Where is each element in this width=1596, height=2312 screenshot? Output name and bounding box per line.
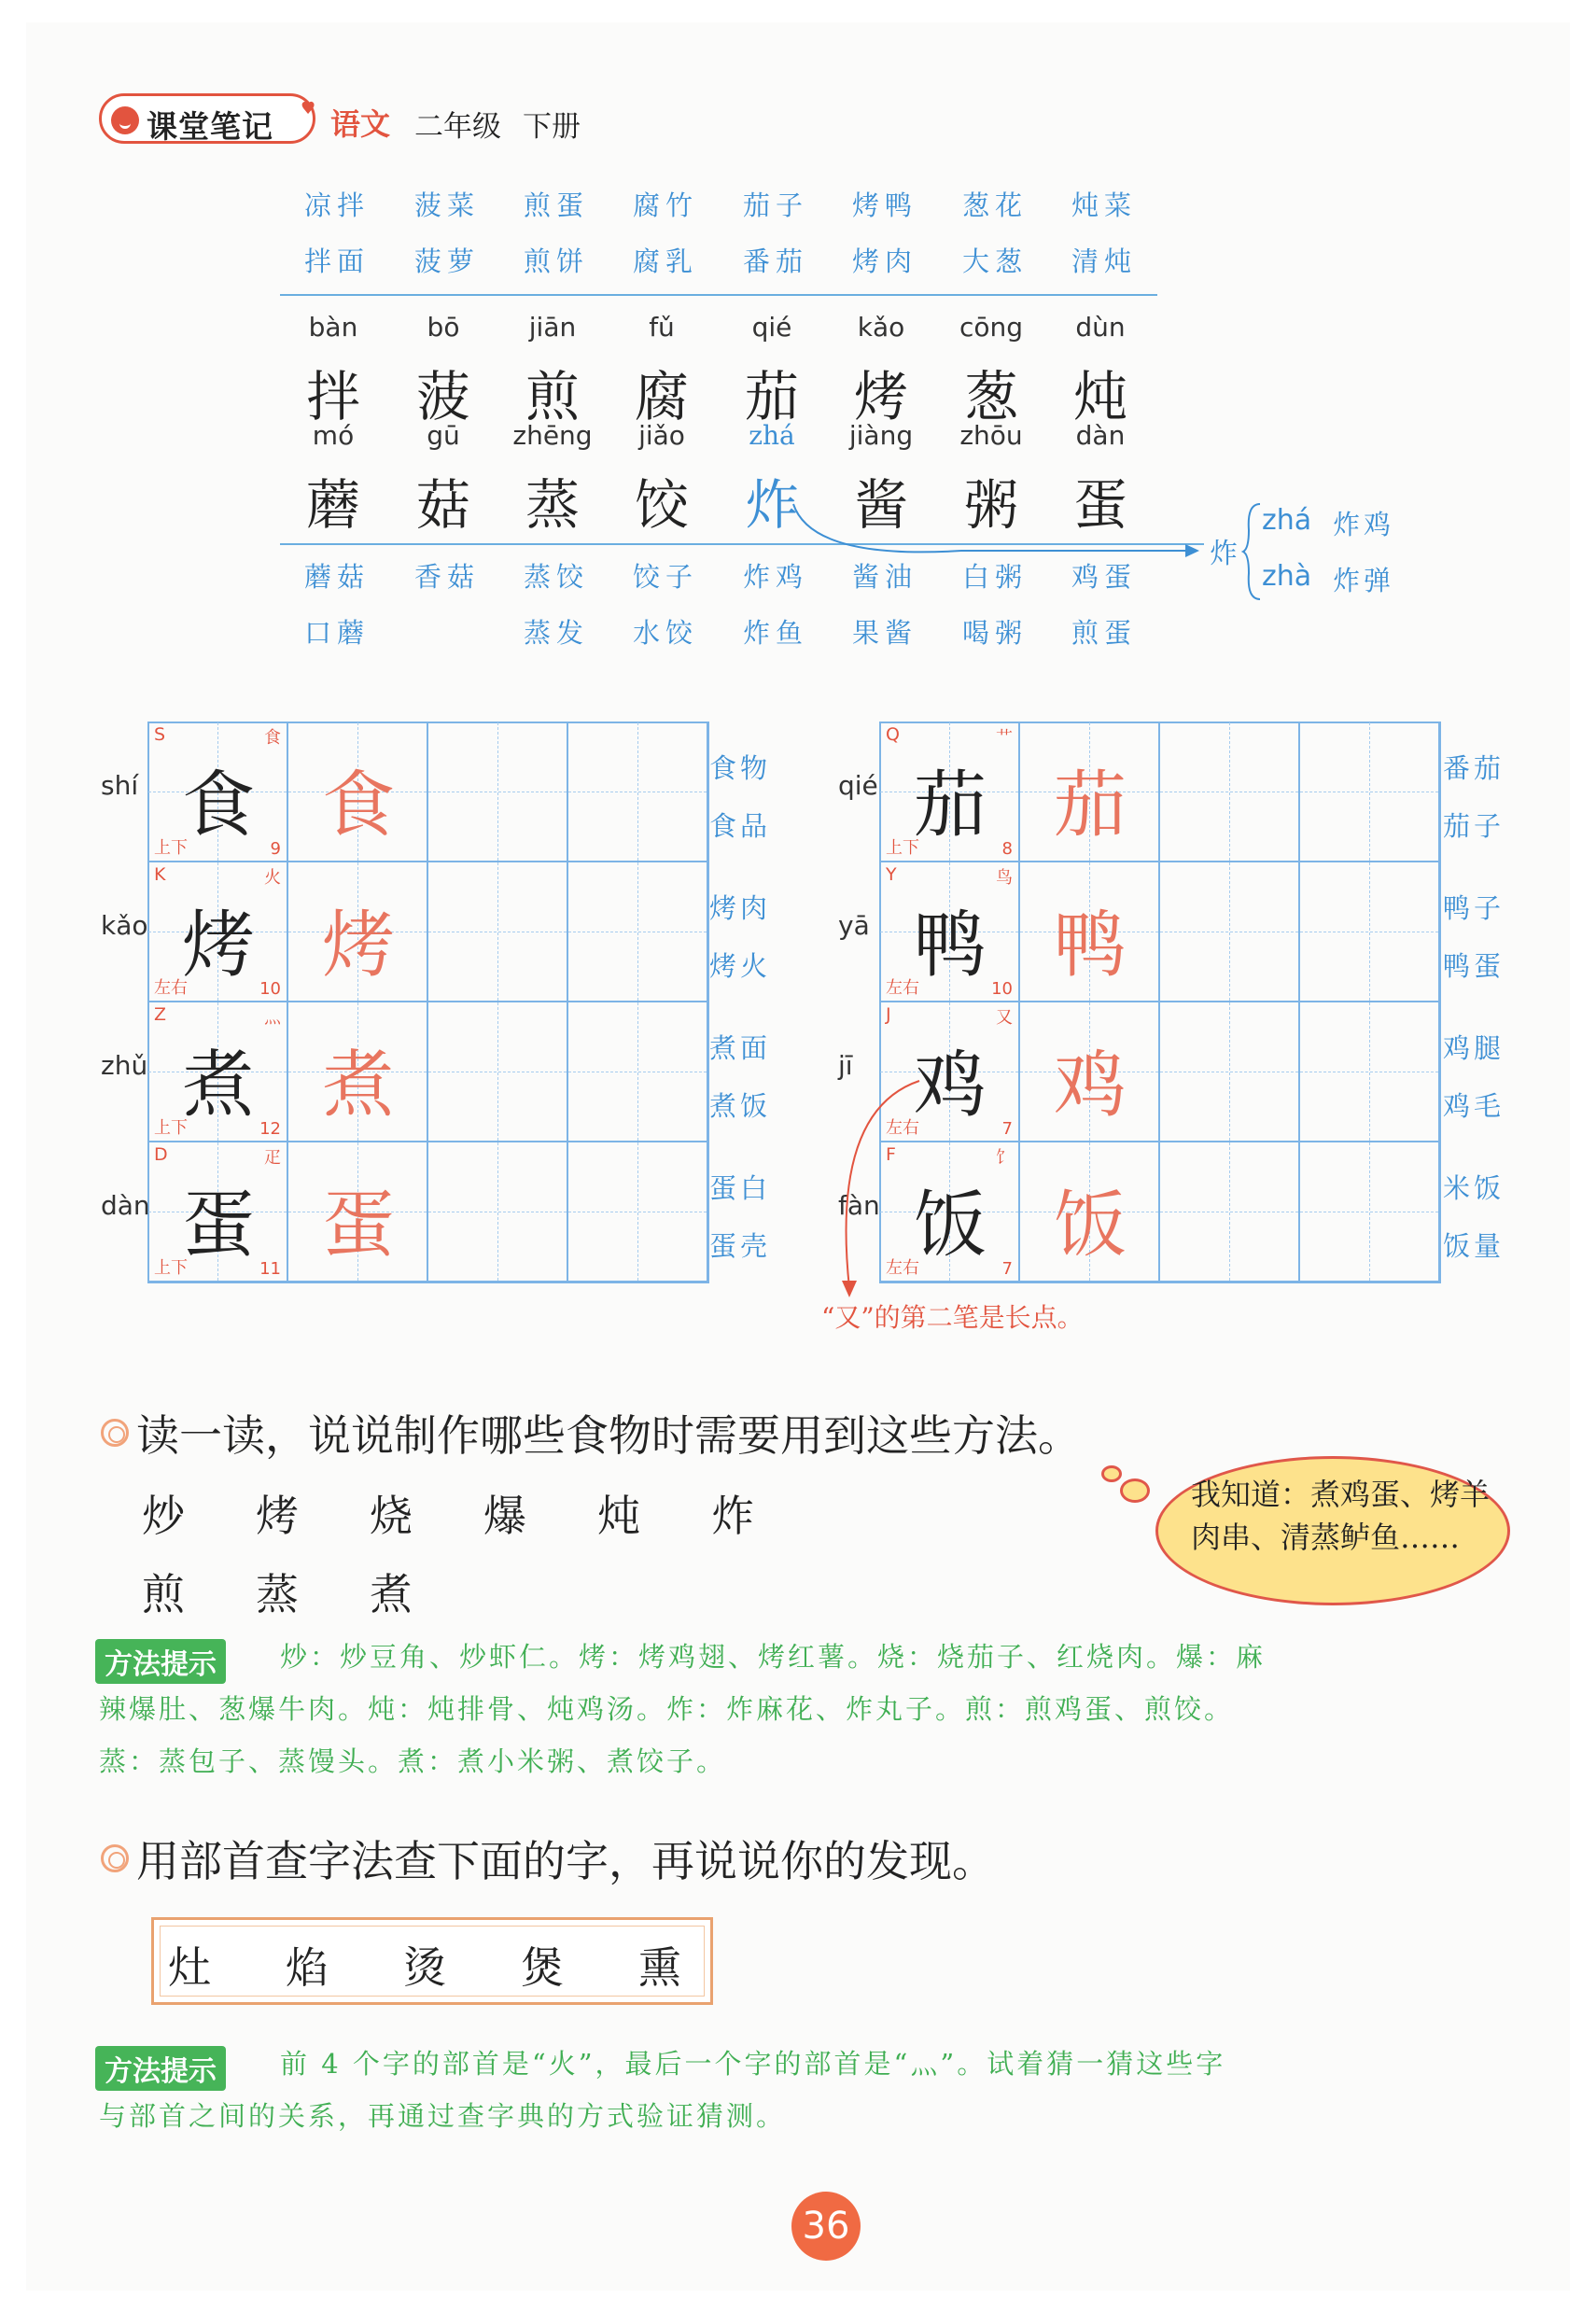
radical-label: 食 (264, 728, 281, 748)
polyphone-char: 炸 (1210, 538, 1238, 570)
radical-label: 火 (264, 868, 281, 888)
grid-cell (1160, 1002, 1300, 1142)
word-item: 清炖 (1071, 245, 1138, 277)
volume-label: 下册 (523, 110, 581, 144)
stroke-count: 11 (259, 1259, 281, 1279)
word-item: 烤肉 (852, 245, 918, 277)
tip1-line2: 辣爆肚、葱爆牛肉。炖：炖排骨、炖鸡汤。炸：炸麻花、炸丸子。煎：煎鸡蛋、煎饺。 (99, 1693, 1235, 1725)
index-letter: F (886, 1144, 896, 1165)
grid-cell (568, 1142, 708, 1282)
index-letter: S (154, 724, 166, 745)
index-letter: J (886, 1004, 891, 1025)
grid-word: 食品 (709, 810, 772, 842)
grid-word: 番茄 (1443, 752, 1505, 784)
grid-pinyin: jī (838, 1050, 853, 1081)
grid-pinyin: zhǔ (101, 1050, 148, 1081)
word-item: 香菇 (414, 561, 481, 593)
table-char: 酱 (853, 473, 908, 537)
grid-cell (288, 722, 428, 862)
model-char: 蛋 (181, 1184, 255, 1268)
word-item: 腐竹 (633, 189, 699, 221)
word-item: 大葱 (962, 245, 1029, 277)
radical-char: 灶 (168, 1942, 211, 1993)
grid-cell (880, 722, 1020, 862)
table-char: 烤 (853, 365, 908, 428)
grid-cell (1300, 722, 1440, 862)
pinyin-label: qié (751, 312, 792, 343)
grid-cell (568, 862, 708, 1002)
word-item: 凉拌 (304, 189, 371, 221)
section2-title-text: 用部首查字法查下面的字，再说说你的发现。 (136, 1836, 995, 1886)
word-item: 鸡蛋 (1071, 561, 1138, 593)
grid-word: 食物 (709, 752, 772, 784)
word-item: 喝粥 (962, 617, 1029, 649)
table-char: 茄 (744, 365, 799, 428)
pinyin-label: zhēng (512, 420, 593, 451)
structure-label: 左右 (886, 1118, 919, 1138)
structure-label: 上下 (154, 1118, 188, 1138)
pinyin-label: fǔ (649, 312, 675, 343)
table-char: 蘑 (305, 473, 360, 537)
word-item: 腐乳 (633, 245, 699, 277)
pinyin-label: jiàng (848, 420, 914, 451)
word-item: 蒸发 (524, 617, 590, 649)
table-char: 蛋 (1072, 473, 1127, 537)
grid-cell (288, 862, 428, 1002)
grid-cell (428, 862, 568, 1002)
pinyin-label: dàn (1075, 420, 1126, 451)
structure-label: 上下 (154, 1258, 188, 1278)
grid-pinyin: shí (101, 770, 139, 801)
table-char: 拌 (305, 365, 360, 428)
word-item: 炸鱼 (743, 617, 809, 649)
trace-char: 煮 (321, 1044, 395, 1128)
word-item: 番茄 (743, 245, 809, 277)
grid-cell (1160, 722, 1300, 862)
grid-cell (1020, 722, 1160, 862)
stroke-count: 10 (259, 979, 281, 999)
grid-pinyin: dàn (101, 1190, 150, 1221)
pinyin-label: zhá (749, 420, 795, 451)
bubble-dot-medium (1120, 1478, 1150, 1503)
stroke-count: 7 (1001, 1119, 1013, 1139)
table-char: 腐 (634, 365, 689, 428)
word-item: 蘑菇 (304, 561, 371, 593)
tip1-badge: 方法提示 (95, 1639, 226, 1684)
stroke-count: 7 (1001, 1259, 1013, 1279)
heart-icon: ♥ (301, 99, 316, 119)
grid-cell (148, 1142, 288, 1282)
word-item: 煎蛋 (1071, 617, 1138, 649)
pinyin-label: cōng (959, 312, 1024, 343)
word-item: 白粥 (962, 561, 1029, 593)
stroke-note-arrow (821, 1073, 924, 1307)
polyphone-brace (1241, 502, 1262, 601)
grid-cell (428, 1002, 568, 1142)
grid-pinyin: fàn (838, 1190, 880, 1221)
bubble-dot-small (1101, 1465, 1122, 1482)
grid-cell (1020, 862, 1160, 1002)
stroke-count: 12 (259, 1119, 281, 1139)
polyphone-py-2: zhà (1262, 560, 1312, 593)
trace-char: 鸡 (1053, 1044, 1127, 1128)
tip1-line3: 蒸：蒸包子、蒸馒头。煮：煮小米粥、煮饺子。 (99, 1745, 727, 1777)
table-char: 炖 (1072, 365, 1127, 428)
index-letter: K (154, 864, 166, 885)
table-char: 菇 (415, 473, 470, 537)
thought-bubble-text: 我知道：煮鸡蛋、烤羊肉串、清蒸鲈鱼…… (1191, 1477, 1491, 1555)
table-char: 煎 (525, 365, 580, 428)
radical-char: 熏 (638, 1942, 681, 1993)
page-number: 36 (791, 2192, 861, 2261)
logo-text: 课堂笔记 (147, 108, 273, 145)
grid-pinyin: qié (838, 770, 878, 801)
polyphone-word-2: 炸弹 (1333, 565, 1395, 596)
word-item: 口蘑 (304, 617, 371, 649)
grid-word: 烤肉 (709, 892, 772, 924)
trace-char: 蛋 (321, 1184, 395, 1268)
model-char: 茄 (913, 764, 987, 848)
method-char: 炒 (142, 1491, 185, 1541)
word-item: 水饺 (633, 617, 699, 649)
grid-cell (1160, 862, 1300, 1002)
word-item: 煎蛋 (524, 189, 590, 221)
grid-word: 鸭蛋 (1443, 950, 1505, 982)
pinyin-label: gū (427, 420, 460, 451)
grid-cell (428, 1142, 568, 1282)
grid-word: 蛋白 (709, 1172, 772, 1204)
polyphone-word-1: 炸鸡 (1333, 509, 1395, 540)
method-char: 煮 (370, 1569, 413, 1619)
word-item: 菠萝 (414, 245, 481, 277)
method-char: 炸 (711, 1491, 754, 1541)
grid-word: 饭量 (1443, 1230, 1505, 1262)
grid-word: 茄子 (1443, 810, 1505, 842)
index-letter: Q (886, 724, 900, 745)
stroke-count: 8 (1001, 839, 1013, 859)
grid-word: 鸡腿 (1443, 1032, 1505, 1064)
grid-word: 煮面 (709, 1032, 772, 1064)
radical-char: 烫 (403, 1942, 446, 1993)
bullet-ring-icon (101, 1419, 129, 1447)
grid-cell (568, 1002, 708, 1142)
grid-cell (288, 1142, 428, 1282)
table-char: 炸 (744, 473, 799, 537)
trace-char: 饭 (1053, 1184, 1127, 1268)
table-char: 菠 (415, 365, 470, 428)
radical-char: 焰 (286, 1942, 329, 1993)
stroke-note: “又”的第二笔是长点。 (821, 1302, 1084, 1333)
grid-word: 蛋壳 (709, 1230, 772, 1262)
structure-label: 上下 (154, 838, 188, 858)
model-char: 饭 (913, 1184, 987, 1268)
subject-label: 语文 (330, 106, 391, 142)
grid-cell (1020, 1142, 1160, 1282)
index-letter: D (154, 1144, 168, 1165)
grid-cell (1300, 1142, 1440, 1282)
word-item: 葱花 (962, 189, 1029, 221)
polyphone-py-1: zhá (1262, 504, 1312, 537)
tip2-badge: 方法提示 (95, 2046, 226, 2091)
brand-logo (99, 93, 315, 144)
tip1-line1: 炒：炒豆角、炒虾仁。烤：烤鸡翅、烤红薯。烧：烧茄子、红烧肉。爆：麻 (280, 1641, 1267, 1673)
grid-cell (288, 1002, 428, 1142)
pinyin-label: kǎo (857, 312, 905, 343)
radical-char: 煲 (521, 1942, 564, 1993)
model-char: 烤 (181, 904, 255, 988)
model-char: 鸡 (913, 1044, 987, 1128)
bullet-ring-icon (101, 1844, 129, 1872)
word-item: 烤鸭 (852, 189, 918, 221)
grid-word: 鸭子 (1443, 892, 1505, 924)
section1-title-text: 读一读，说说制作哪些食物时需要用到这些方法。 (136, 1410, 1081, 1461)
divider-top (280, 294, 1157, 296)
word-item: 茄子 (743, 189, 809, 221)
grid-pinyin: kǎo (101, 910, 148, 941)
grid-cell (428, 722, 568, 862)
method-char: 煎 (142, 1569, 185, 1619)
table-char: 粥 (963, 473, 1018, 537)
grid-word: 鸡毛 (1443, 1090, 1505, 1122)
radical-label: 鸟 (996, 868, 1013, 888)
structure-label: 左右 (154, 978, 188, 998)
grid-cell (148, 862, 288, 1002)
stroke-count: 10 (991, 979, 1013, 999)
trace-char: 食 (321, 764, 395, 848)
grid-word: 米饭 (1443, 1172, 1505, 1204)
model-char: 鸭 (913, 904, 987, 988)
radical-label: 又 (996, 1008, 1013, 1028)
grid-cell (148, 1002, 288, 1142)
radical-label: 灬 (264, 1008, 281, 1028)
grid-cell (1020, 1002, 1160, 1142)
tip2-line2: 与部首之间的关系，再通过查字典的方式验证猜测。 (99, 2100, 787, 2132)
polyphone-arrow (775, 485, 1223, 588)
grid-cell (1160, 1142, 1300, 1282)
model-char: 煮 (181, 1044, 255, 1128)
word-item: 炸鸡 (743, 561, 809, 593)
grid-word: 烤火 (709, 950, 772, 982)
grid-cell (1300, 862, 1440, 1002)
method-char: 烧 (370, 1491, 413, 1541)
table-char: 葱 (963, 365, 1018, 428)
method-char: 蒸 (256, 1569, 299, 1619)
table-char: 蒸 (525, 473, 580, 537)
table-char: 饺 (634, 473, 689, 537)
grid-pinyin: yā (838, 910, 870, 941)
pinyin-label: jiǎo (638, 420, 685, 451)
pinyin-label: jiān (528, 312, 577, 343)
model-char: 食 (181, 764, 255, 848)
index-letter: Y (886, 864, 897, 885)
method-char: 炖 (597, 1491, 640, 1541)
structure-label: 上下 (886, 838, 919, 858)
index-letter: Z (154, 1004, 167, 1025)
pinyin-label: mó (312, 420, 355, 451)
method-char: 烤 (256, 1491, 299, 1541)
trace-char: 鸭 (1053, 904, 1127, 988)
grid-cell (1300, 1002, 1440, 1142)
trace-char: 烤 (321, 904, 395, 988)
word-item: 菠菜 (414, 189, 481, 221)
radical-label: 艹 (996, 728, 1013, 748)
radical-label: 疋 (264, 1148, 281, 1168)
tip2-line1: 前 4 个字的部首是“火”，最后一个字的部首是“灬”。试着猜一猜这些字 (280, 2048, 1226, 2080)
pinyin-label: zhōu (959, 420, 1023, 451)
structure-label: 左右 (886, 978, 919, 998)
word-item: 饺子 (633, 561, 699, 593)
stroke-count: 9 (270, 839, 281, 859)
word-item: 果酱 (852, 617, 918, 649)
grid-cell (880, 862, 1020, 1002)
word-item: 煎饼 (524, 245, 590, 277)
pinyin-label: bō (427, 312, 460, 343)
smile-icon (111, 106, 139, 134)
grid-word: 煮饭 (709, 1090, 772, 1122)
radical-label: 饣 (996, 1148, 1013, 1168)
trace-char: 茄 (1053, 764, 1127, 848)
pinyin-label: bàn (308, 312, 358, 343)
grid-cell (568, 722, 708, 862)
section2-title (101, 1828, 995, 1889)
method-char: 爆 (483, 1491, 526, 1541)
word-item: 酱油 (852, 561, 918, 593)
word-item: 拌面 (304, 245, 371, 277)
word-item: 蒸饺 (524, 561, 590, 593)
word-item: 炖菜 (1071, 189, 1138, 221)
grid-cell (148, 722, 288, 862)
structure-label: 左右 (886, 1258, 919, 1278)
grade-label: 二年级 (414, 110, 501, 144)
section1-title (101, 1402, 1081, 1464)
pinyin-label: dùn (1075, 312, 1126, 343)
